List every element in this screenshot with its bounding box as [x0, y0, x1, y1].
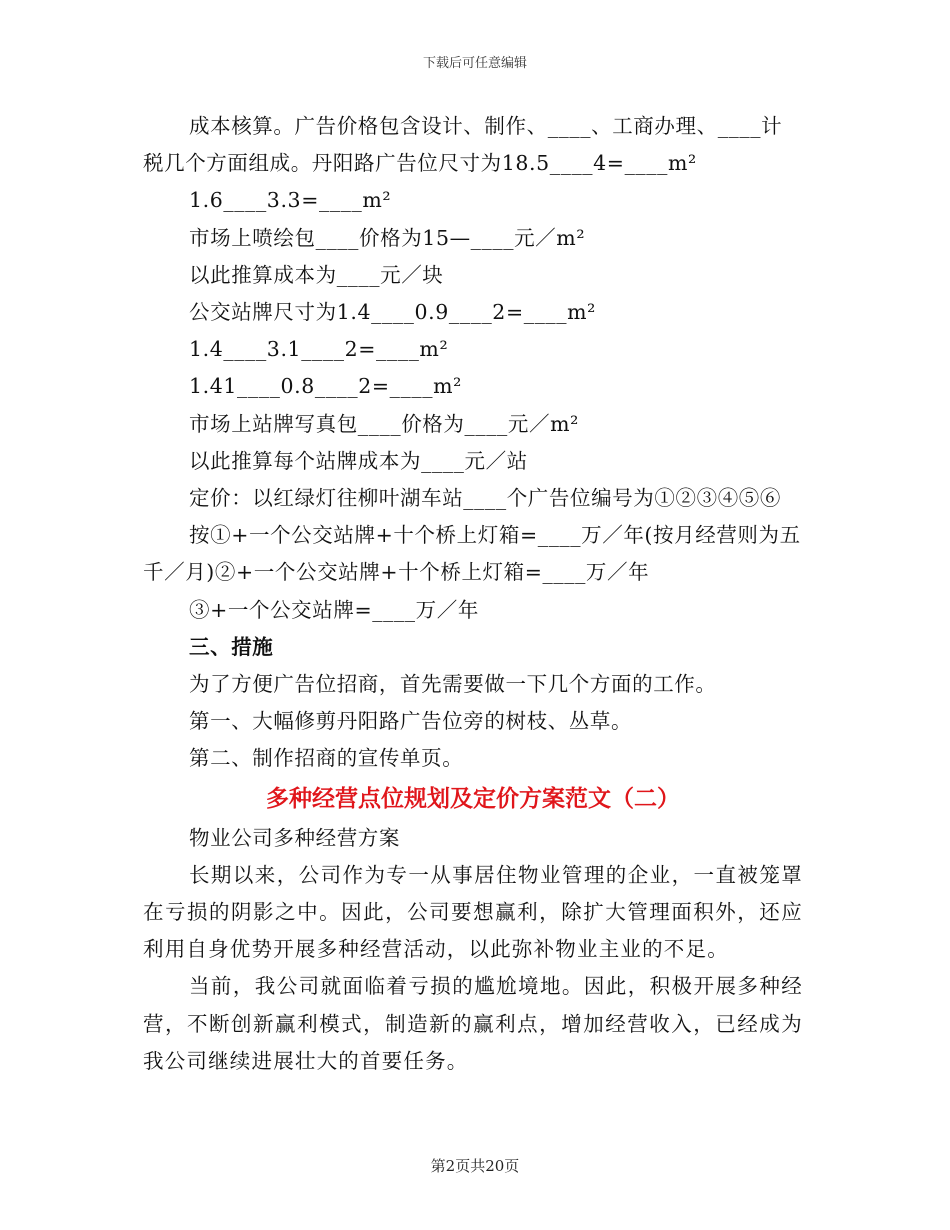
document-title: 多种经营点位规划及定价方案范文（二） [266, 785, 680, 812]
page-header-note: 下载后可任意编辑 [422, 56, 527, 71]
body-paragraph: 长期以来，公司作为专一从事居住物业管理的企业，一直被笼罩在亏损的阴影之中。因此，公司要想赢利，除扩大管理面积外，还应利用自身优势开展多种经营活动，以此弥补物业主业的不足。 [143, 862, 803, 962]
text-line: 以此推算成本为____元／块 [189, 262, 444, 287]
body-paragraph: 当前，我公司就面临着亏损的尴尬境地。因此，积极开展多种经营，不断创新赢利模式，制造新的赢利点，增加经营收入，已经成为我公司继续进展壮大的首要任务。 [143, 974, 803, 1073]
document-body [143, 108, 803, 1080]
text-line: 以此推算每个站牌成本为____元／站 [189, 448, 528, 473]
text-line: 1.4____3.1____2=____m² [189, 337, 449, 362]
section-heading: 三、措施 [189, 634, 274, 659]
text-line: 定价：以红绿灯往柳叶湖车站____个广告位编号为①②③④⑤⑥ [189, 486, 781, 511]
text-line: 千／月)②+一个公交站牌+十个桥上灯箱=____万／年 [143, 560, 650, 585]
measure-item: 第二、制作招商的宣传单页。 [189, 746, 464, 771]
text-line: 公交站牌尺寸为1.4____0.9____2=____m² [189, 300, 596, 325]
text-line: 1.41____0.8____2=____m² [189, 374, 462, 399]
measure-item: 为了方便广告位招商，首先需要做一下几个方面的工作。 [189, 672, 717, 697]
page-number-footer: 第2页共20页 [430, 1157, 520, 1175]
text-line: 市场上喷绘包____价格为15—____元／m² [189, 225, 586, 250]
text-line: 成本核算。广告价格包含设计、制作、____、工商办理、____计 [189, 114, 783, 138]
measure-item: 第一、大幅修剪丹阳路广告位旁的树枝、丛草。 [189, 709, 633, 734]
document-subtitle: 物业公司多种经营方案 [189, 825, 400, 850]
text-line: 1.6____3.3=____m² [189, 188, 392, 213]
text-line: 税几个方面组成。丹阳路广告位尺寸为18.5____4=____m² [143, 151, 697, 176]
text-line: ③+一个公交站牌=____万／年 [189, 597, 479, 622]
text-line: 市场上站牌写真包____价格为____元／m² [189, 411, 579, 436]
text-line: 按①+一个公交站牌+十个桥上灯箱=____万／年(按月经营则为五 [189, 523, 801, 548]
